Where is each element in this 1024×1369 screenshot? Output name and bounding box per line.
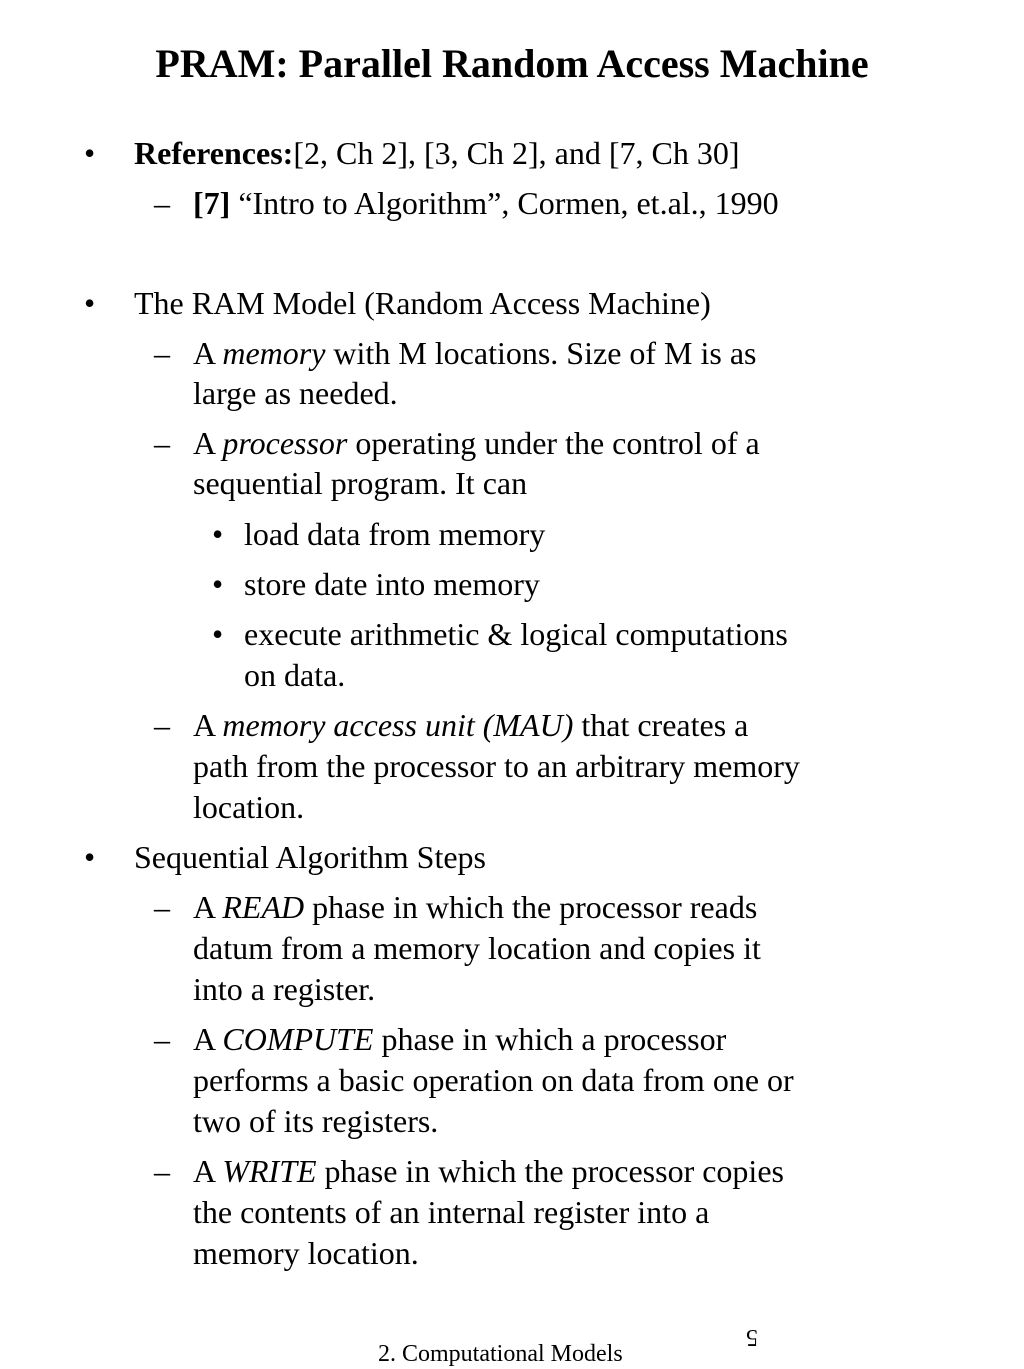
- dash-marker: –: [154, 889, 170, 925]
- read-term: READ: [222, 889, 305, 925]
- memory-item-text: with M locations. Size of M is as: [325, 335, 757, 371]
- compute-phase-prefix: A: [193, 1021, 223, 1057]
- footer-text: 2. Computational Models: [378, 1341, 623, 1367]
- bullet-marker: •: [84, 285, 96, 321]
- reference-7-item: [193, 183, 779, 223]
- dash-marker: –: [154, 425, 170, 461]
- write-phase-line-2: the contents of an internal register into a: [193, 1194, 710, 1230]
- small-bullet-marker: •: [212, 516, 224, 552]
- write-phase-line-3: memory location.: [193, 1235, 419, 1271]
- read-phase-line-2: datum from a memory location and copies it: [193, 930, 761, 966]
- read-phase-item: [193, 887, 757, 927]
- mau-item-prefix: A: [193, 707, 223, 743]
- bullet-marker: •: [84, 135, 96, 171]
- slide-title: PRAM: Parallel Random Access Machine: [155, 41, 869, 86]
- reference-7-label: [7]: [193, 185, 231, 221]
- memory-item: [193, 333, 757, 373]
- small-bullet-marker: •: [212, 616, 224, 652]
- dash-marker: –: [154, 707, 170, 743]
- processor-item-prefix: A: [193, 425, 223, 461]
- compute-phase-item: [193, 1019, 726, 1059]
- write-phase-text: phase in which the processor copies: [316, 1153, 784, 1189]
- compute-phase-text: phase in which a processor: [373, 1021, 727, 1057]
- reference-7-text: “Intro to Algorithm”, Cormen, et.al., 1990: [230, 185, 779, 221]
- read-phase-text: phase in which the processor reads: [304, 889, 758, 925]
- processor-item: [193, 423, 760, 463]
- references-text: [2, Ch 2], [3, Ch 2], and [7, Ch 30]: [293, 135, 740, 171]
- dash-marker: –: [154, 185, 170, 221]
- read-phase-line-3: into a register.: [193, 971, 376, 1007]
- dash-marker: –: [154, 1153, 170, 1189]
- mau-item-line-3: location.: [193, 789, 305, 825]
- capability-store: store date into memory: [244, 566, 540, 602]
- compute-phase-line-3: two of its registers.: [193, 1103, 439, 1139]
- write-phase-prefix: A: [193, 1153, 223, 1189]
- steps-heading: Sequential Algorithm Steps: [134, 839, 486, 875]
- write-term: WRITE: [222, 1153, 317, 1189]
- memory-item-line-2: large as needed.: [193, 375, 398, 411]
- capability-execute: execute arithmetic & logical computations: [244, 616, 788, 652]
- dash-marker: –: [154, 335, 170, 371]
- memory-item-prefix: A: [193, 335, 223, 371]
- mau-item: [193, 705, 748, 745]
- compute-term: COMPUTE: [222, 1021, 374, 1057]
- capability-execute-line-2: on data.: [244, 657, 346, 693]
- references-label: References:: [134, 135, 294, 171]
- processor-term: processor: [222, 425, 348, 461]
- page-number: 5: [746, 1324, 758, 1350]
- capability-load: load data from memory: [244, 516, 546, 552]
- compute-phase-line-2: performs a basic operation on data from one or: [193, 1062, 794, 1098]
- mau-item-line-2: path from the processor to an arbitrary memory: [193, 748, 800, 784]
- ram-model-heading: The RAM Model (Random Access Machine): [134, 285, 711, 321]
- bullet-marker: •: [84, 839, 96, 875]
- references-item: [134, 133, 739, 173]
- dash-marker: –: [154, 1021, 170, 1057]
- read-phase-prefix: A: [193, 889, 223, 925]
- small-bullet-marker: •: [212, 566, 224, 602]
- memory-term: memory: [222, 335, 326, 371]
- mau-item-text: that creates a: [573, 707, 749, 743]
- processor-item-text: operating under the control of a: [347, 425, 760, 461]
- write-phase-item: [193, 1151, 784, 1191]
- mau-term: memory access unit (MAU): [222, 707, 574, 743]
- processor-item-line-2: sequential program. It can: [193, 465, 528, 501]
